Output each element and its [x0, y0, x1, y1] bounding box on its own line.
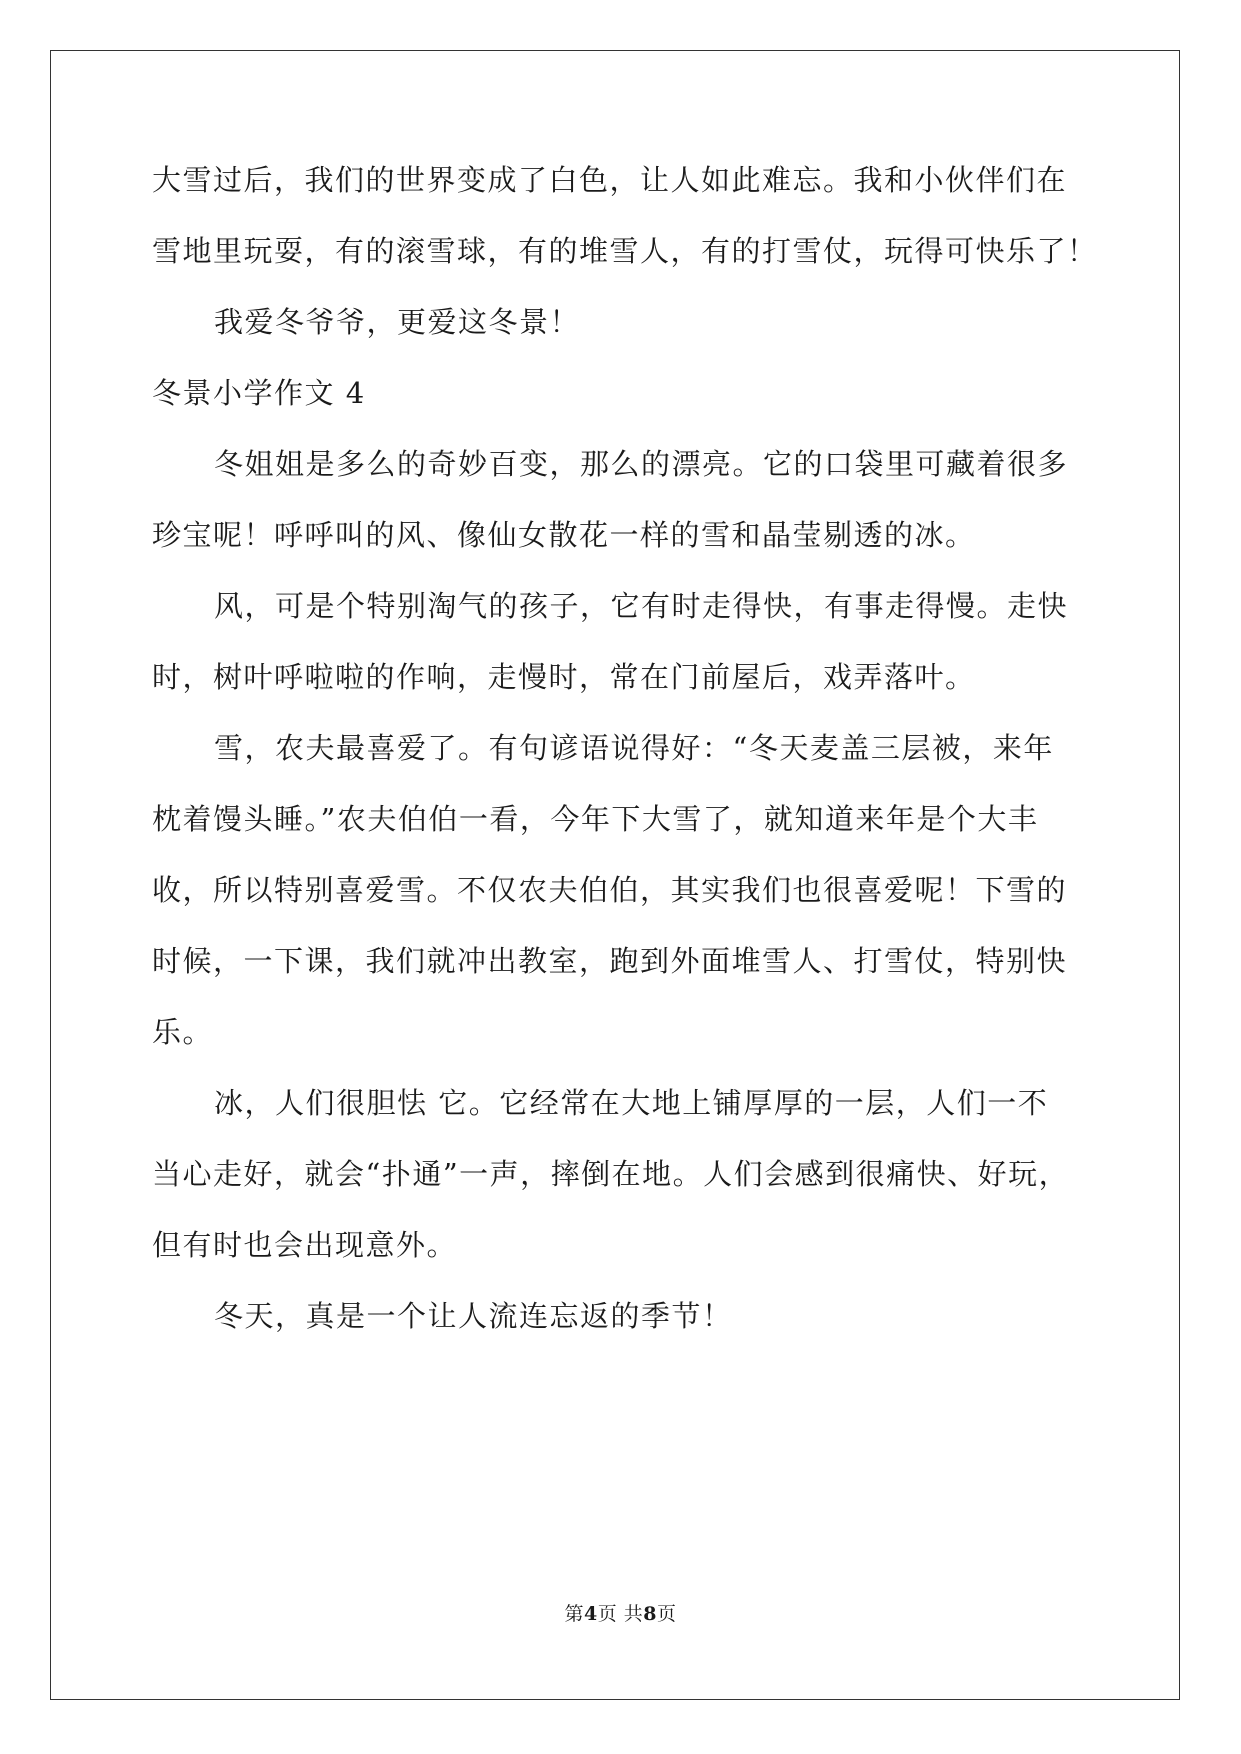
text-line: 雪，农夫最喜爱了。有句谚语说得好：“冬天麦盖三层被，来年 [214, 731, 1054, 765]
text-line: 冰，人们很胆怯 它。它经常在大地上铺厚厚的一层，人们一不 [214, 1086, 1049, 1120]
total-pages-number: 8 [643, 1603, 657, 1625]
text-line: 风，可是个特别淘气的孩子，它有时走得快，有事走得慢。走快 [214, 589, 1069, 623]
footer-suffix: 页 [657, 1603, 677, 1625]
current-page-number: 4 [583, 1603, 598, 1625]
text-line: 枕着馒头睡。”农夫伯伯一看，今年下大雪了，就知道来年是个大丰 [152, 802, 1039, 836]
page-footer [0, 1602, 1241, 1626]
text-line: 收，所以特别喜爱雪。不仅农夫伯伯，其实我们也很喜爱呢！下雪的 [152, 873, 1068, 907]
text-line: 冬天，真是一个让人流连忘返的季节！ [214, 1299, 733, 1333]
text-line: 时，树叶呼啦啦的作响，走慢时，常在门前屋后，戏弄落叶。 [152, 660, 976, 694]
text-line: 珍宝呢！呼呼叫的风、像仙女散花一样的雪和晶莹剔透的冰。 [152, 518, 976, 552]
text-line: 时候，一下课，我们就冲出教室，跑到外面堆雪人、打雪仗，特别快 [152, 944, 1068, 978]
text-line: 但有时也会出现意外。 [152, 1228, 458, 1262]
text-line: 冬姐姐是多么的奇妙百变，那么的漂亮。它的口袋里可藏着很多 [214, 447, 1069, 481]
section-heading: 冬景小学作文 4 [152, 376, 366, 410]
footer-middle: 页 共 [597, 1603, 644, 1625]
footer-prefix: 第 [564, 1603, 584, 1625]
text-line: 大雪过后，我们的世界变成了白色，让人如此难忘。我和小伙伴们在 [152, 163, 1068, 197]
text-line: 当心走好，就会“扑通”一声，摔倒在地。人们会感到很痛快、好玩， [152, 1157, 1070, 1191]
text-line: 雪地里玩耍，有的滚雪球，有的堆雪人，有的打雪仗，玩得可快乐了！ [152, 234, 1098, 268]
text-line: 我爱冬爷爷，更爱这冬景！ [214, 305, 581, 339]
text-line: 乐。 [152, 1015, 214, 1049]
